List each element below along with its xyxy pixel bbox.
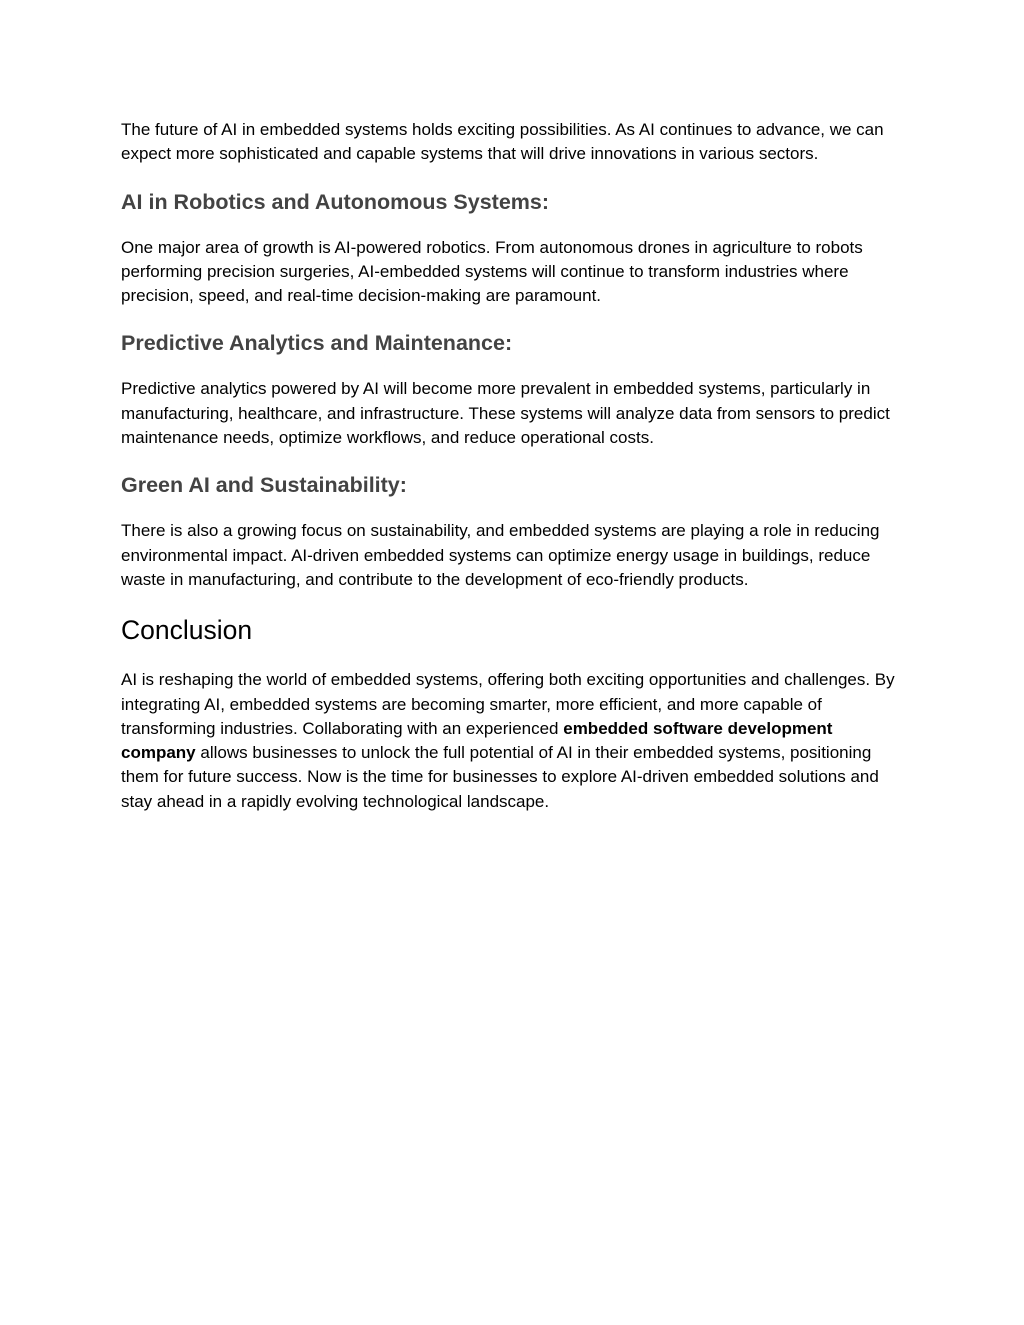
paragraph-robotics: One major area of growth is AI-powered robotics. From autonomous drones in agriculture to robots performing precision surgeries, AI-embedded systems will continue to transform industries where precision, speed, and real-time decision-making are paramount. [121,237,863,306]
paragraph-conclusion [121,668,901,814]
heading-green-ai: Green AI and Sustainability: [121,473,407,498]
intro-paragraph: The future of AI in embedded systems holds exciting possibilities. As AI continues to advance, we can expect more sophisticated and capable systems that will drive innovations in various sectors. [121,120,884,164]
document-page [121,118,901,814]
heading-predictive-analytics: Predictive Analytics and Maintenance: [121,331,513,356]
paragraph-green-ai: There is also a growing focus on sustainability, and embedded systems are playing a role in reducing environmental impact. AI-driven embedded systems can optimize energy usage in buildings, reduce waste in manufacturing, and contribute to the development of eco-friendly products. [121,521,880,589]
conclusion-text-before: AI is reshaping the world of embedded systems, offering both exciting opportunities and challenges. By integrating AI, embedded systems are becoming smarter, more efficient, and more capable of transforming industries. Collaborating with an experienced [121,670,895,738]
paragraph-predictive-analytics: Predictive analytics powered by AI will become more prevalent in embedded systems, particularly in manufacturing, healthcare, and infrastructure. These systems will analyze data from sensors to predict maintenance needs, optimize workflows, and reduce operational costs. [121,379,890,448]
heading-robotics: AI in Robotics and Autonomous Systems: [121,189,550,214]
conclusion-bold-phrase: embedded software development company [121,718,833,763]
heading-conclusion: Conclusion [121,615,253,646]
conclusion-text-after: allows businesses to unlock the full potential of AI in their embedded systems, positioning them for future success. Now is the time for businesses to explore AI-driven embedded solutions and stay ahead in a rapidly evolving technological landscape. [121,743,879,811]
